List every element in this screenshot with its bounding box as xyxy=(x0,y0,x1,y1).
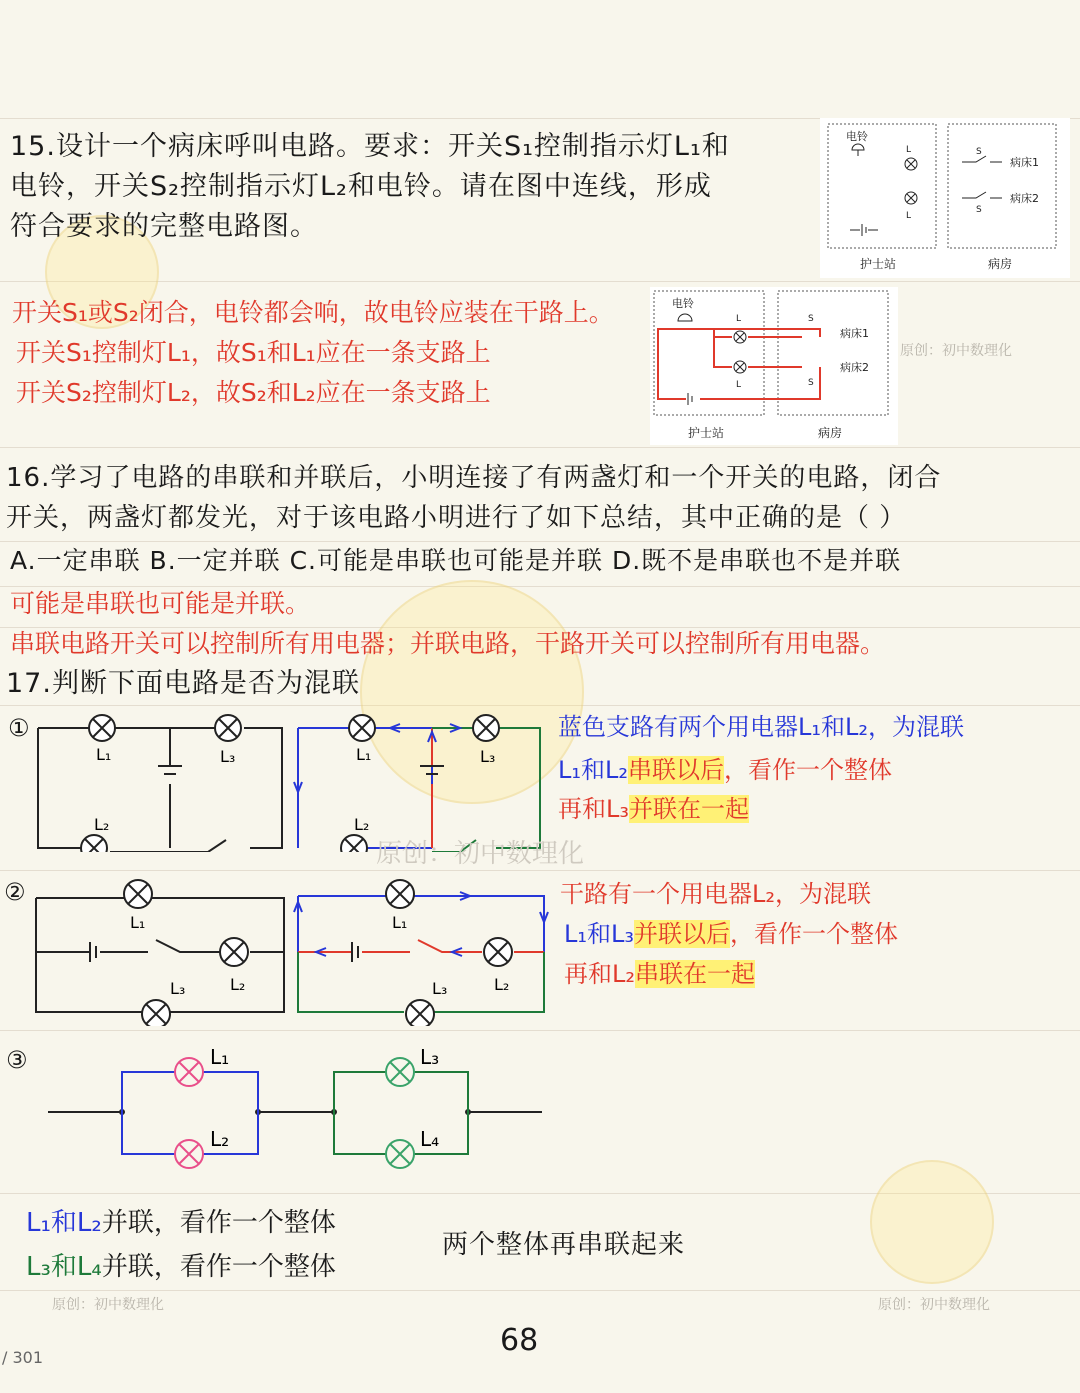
svg-text:病床1: 病床1 xyxy=(840,327,869,340)
label-L1: L₁ xyxy=(96,745,112,764)
q15-answer-2: 开关S₁控制灯L₁，故S₁和L₁应在一条支路上 xyxy=(16,338,491,367)
svg-text:L₁: L₁ xyxy=(210,1045,230,1069)
circuit-2-analysis xyxy=(292,876,562,1026)
watermark-text-left: 原创：初中数理化 xyxy=(52,1297,164,1313)
svg-text:L₁: L₁ xyxy=(392,913,408,932)
bed2-label: 病床2 xyxy=(1010,192,1039,205)
circuit-3-number: ③ xyxy=(6,1046,29,1074)
q16-options: A.一定串联 B.一定并联 C.可能是串联也可能是并联 D.既不是串联也不是并联 xyxy=(10,546,902,575)
q15-line-2: 电铃，开关S₂控制指示灯L₂和电铃。请在图中连线，形成 xyxy=(10,171,712,202)
q16-line-2: 开关，两盏灯都发光，对于该电路小明进行了如下总结，其中正确的是（ ） xyxy=(6,503,907,533)
nurse-station-label: 护士站 xyxy=(860,257,897,271)
ward-label: 病房 xyxy=(988,257,1013,271)
watermark-text: 原创：初中数理化 xyxy=(900,343,1012,359)
watermark-smiley xyxy=(870,1160,994,1284)
q16-line-1: 16.学习了电路的串联和并联后，小明连接了有两盏灯和一个开关的电路，闭合 xyxy=(6,463,942,493)
watermark-center-text: 原创：初中数理化 xyxy=(376,839,585,869)
q15-answer-3: 开关S₂控制灯L₂，故S₂和L₂应在一条支路上 xyxy=(16,378,491,407)
svg-text:L₃: L₃ xyxy=(420,1045,440,1069)
svg-text:L₃: L₃ xyxy=(432,979,448,998)
watermark-text-right: 原创：初中数理化 xyxy=(878,1297,990,1313)
c3-note-2: L₃和L₄并联，看作一个整体 xyxy=(26,1252,336,1282)
svg-text:L₂: L₂ xyxy=(494,975,510,994)
svg-text:L: L xyxy=(736,314,742,324)
bell-label: 电铃 xyxy=(846,130,868,143)
circuit-1-analysis xyxy=(290,712,560,852)
svg-text:L₁: L₁ xyxy=(356,745,372,764)
c2-note-2: L₁和L₃并联以后，看作一个整体 xyxy=(564,920,898,948)
circuit-2-number: ② xyxy=(4,878,27,906)
svg-text:L₁: L₁ xyxy=(130,913,146,932)
c1-note-2: L₁和L₂串联以后，看作一个整体 xyxy=(558,756,892,784)
svg-text:病房: 病房 xyxy=(818,426,843,440)
svg-text:病床2: 病床2 xyxy=(840,361,869,374)
c3-note-1: L₁和L₂并联，看作一个整体 xyxy=(26,1208,336,1238)
page-number: 68 xyxy=(500,1323,539,1358)
c1-note-3: 再和L₃并联在一起 xyxy=(558,795,749,823)
q17-title: 17.判断下面电路是否为混联 xyxy=(6,668,360,699)
svg-text:L: L xyxy=(906,211,912,221)
svg-text:L₂: L₂ xyxy=(210,1127,230,1151)
svg-text:S: S xyxy=(808,314,814,324)
c2-note-1: 干路有一个用电器L₂，为混联 xyxy=(560,880,871,908)
label-L3: L₃ xyxy=(220,747,236,766)
circuit-1-number: ① xyxy=(8,714,31,742)
circuit-2-original xyxy=(30,876,300,1026)
q15-answer-figure xyxy=(650,287,898,445)
circuit-1-original xyxy=(30,712,290,852)
svg-text:电铃: 电铃 xyxy=(672,297,694,310)
svg-text:L₃: L₃ xyxy=(170,979,186,998)
c1-note-1: 蓝色支路有两个用电器L₁和L₂，为混联 xyxy=(558,713,964,741)
q15-question-figure xyxy=(820,118,1070,278)
q15-line-3: 符合要求的完整电路图。 xyxy=(10,211,318,242)
svg-text:S: S xyxy=(976,205,982,215)
page-counter: / 301 xyxy=(2,1348,44,1367)
q16-answer-1: 可能是串联也可能是并联。 xyxy=(10,589,311,618)
q16-answer-2: 串联电路开关可以控制所有用电器；并联电路，干路开关可以控制所有用电器。 xyxy=(10,629,886,658)
circuit-3 xyxy=(40,1040,560,1180)
svg-text:L₂: L₂ xyxy=(230,975,246,994)
c2-note-3: 再和L₂串联在一起 xyxy=(564,960,755,988)
bed1-label: 病床1 xyxy=(1010,156,1039,169)
svg-text:L: L xyxy=(736,380,742,390)
svg-text:L: L xyxy=(906,145,912,155)
svg-text:L₄: L₄ xyxy=(420,1127,440,1151)
label-L2: L₂ xyxy=(94,815,110,834)
c3-note-right: 两个整体再串联起来 xyxy=(442,1230,686,1260)
q15-answer-1: 开关S₁或S₂闭合，电铃都会响，故电铃应装在干路上。 xyxy=(12,298,614,327)
q15-line-1: 15.设计一个病床呼叫电路。要求：开关S₁控制指示灯L₁和 xyxy=(10,131,730,162)
svg-text:S: S xyxy=(808,378,814,388)
svg-text:L₂: L₂ xyxy=(354,815,370,834)
svg-text:L₃: L₃ xyxy=(480,747,496,766)
svg-text:护士站: 护士站 xyxy=(688,426,725,440)
svg-text:S: S xyxy=(976,147,982,157)
